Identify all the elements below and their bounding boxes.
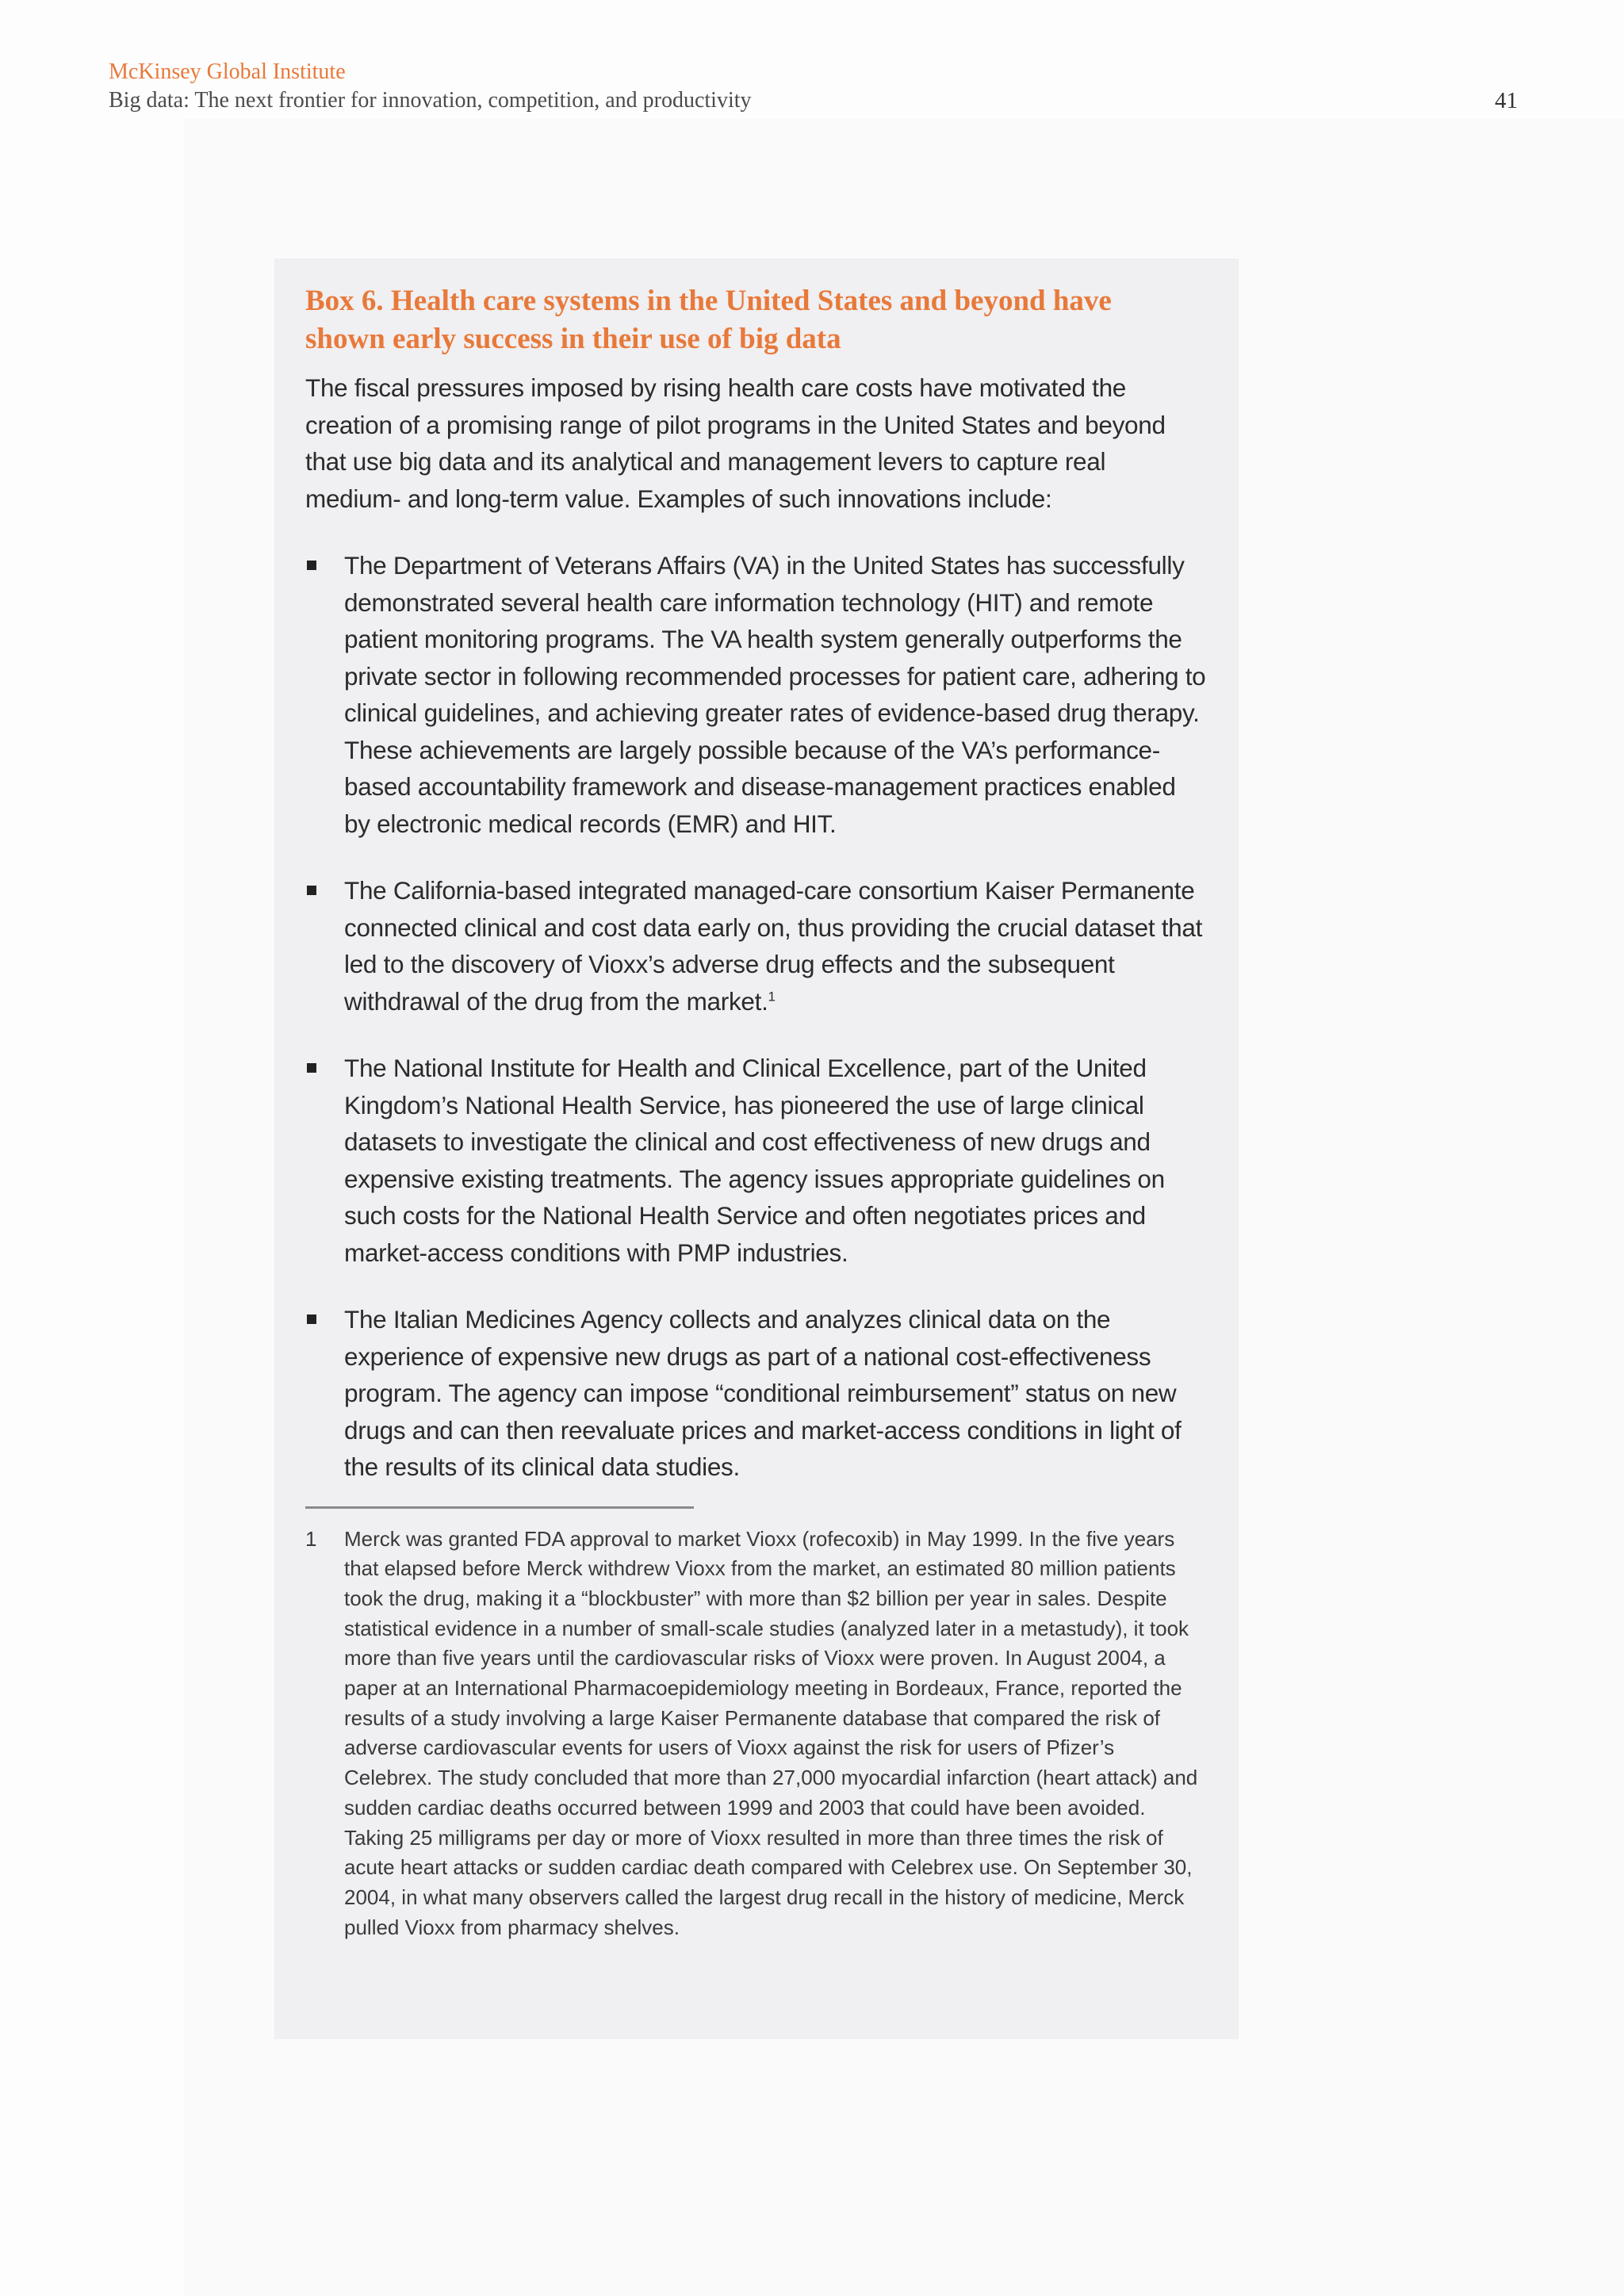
square-bullet-icon	[307, 561, 316, 570]
footnote-number: 1	[305, 1526, 317, 1551]
square-bullet-icon	[307, 1063, 316, 1073]
list-item-text: The California-based integrated managed-care consortium Kaiser Permanente connected clinical and cost data early on, thus providing the crucial dataset that led to the discovery of Vioxx’s adverse drug effects and the subsequent withdrawal of the drug from the market.	[344, 876, 1203, 1016]
examples-list	[305, 547, 1207, 1486]
box-intro-paragraph: The fiscal pressures imposed by rising health care costs have motivated the creation of a promising range of pilot programs in the United States and beyond that use big data and its analytical and management levers to capture real medium- and long-term value. Examples of such innovations include:	[305, 373, 1166, 513]
list-item-text: The National Institute for Health and Clinical Excellence, part of the United Kingdom’s National Health Service, has pioneered the use of large clinical datasets to investigate the clinical and cost effectiveness of new drugs and expensive existing treatments. The agency issues appropriate guidelines on such costs for the National Health Service and often negotiates prices and market-access conditions with PMP industries.	[344, 1054, 1165, 1267]
page-number: 41	[1495, 88, 1518, 113]
box-title: Box 6. Health care systems in the United States and beyond have shown early success in their use of big data	[305, 285, 1112, 355]
list-item-text: The Department of Veterans Affairs (VA) in the United States has successfully demonstrated several health care information technology (HIT) and remote patient monitoring programs. The VA health system generally outperforms the private sector in following recommended processes for patient care, adhering to clinical guidelines, and achieving greater rates of evidence-based drug therapy. These achievements are largely possible because of the VA’s performance-based accountability framework and disease-management practices enabled by electronic medical records (EMR) and HIT.	[344, 551, 1206, 838]
footnote-reference[interactable]: 1	[768, 989, 776, 1004]
list-item	[305, 872, 1207, 1020]
footnote-divider	[305, 1506, 694, 1509]
list-item	[305, 547, 1207, 842]
footnote-text: Merck was granted FDA approval to market Vioxx (rofecoxib) in May 1999. In the five years that elapsed before Merck withdrew Vioxx from the market, an estimated 80 million patients took the drug, making it a “blockbuster” with more than $2 billion per year in sales. Despite statistical evidence in a number of small-scale studies (analyzed later in a metastudy), it took more than five years until the cardiovascular risks of Vioxx were proven. In August 2004, a paper at an International Pharmacoepidemiology meeting in Bordeaux, France, reported the results of a study involving a large Kaiser Permanente database that compared the risk of adverse cardiovascular events for users of Vioxx against the risk for users of Pfizer’s Celebrex. The study concluded that more than 27,000 myocardial infarction (heart attack) and sudden cardiac deaths occurred between 1999 and 2003 that could have been avoided. Taking 25 milligrams per day or more of Vioxx resulted in more than three times the risk of acute heart attacks or sudden cardiac death compared with Celebrex use. On September 30, 2004, in what many observers called the largest drug recall in the history of medicine, Merck pulled Vioxx from pharmacy shelves.	[344, 1526, 1198, 1939]
sidebar-box	[274, 258, 1239, 2039]
square-bullet-icon	[307, 1314, 316, 1324]
footnote	[305, 1525, 1207, 1943]
publisher-name: McKinsey Global Institute	[109, 59, 346, 84]
list-item	[305, 1301, 1207, 1486]
report-title: Big data: The next frontier for innovation, competition, and productivity	[109, 88, 752, 113]
list-item-text: The Italian Medicines Agency collects and analyzes clinical data on the experience of expensive new drugs as part of a national cost-effectiveness program. The agency can impose “conditional reimbursement” status on new drugs and can then reevaluate prices and market-access conditions in light of the results of its clinical data studies.	[344, 1305, 1182, 1481]
square-bullet-icon	[307, 886, 316, 895]
list-item	[305, 1050, 1207, 1271]
